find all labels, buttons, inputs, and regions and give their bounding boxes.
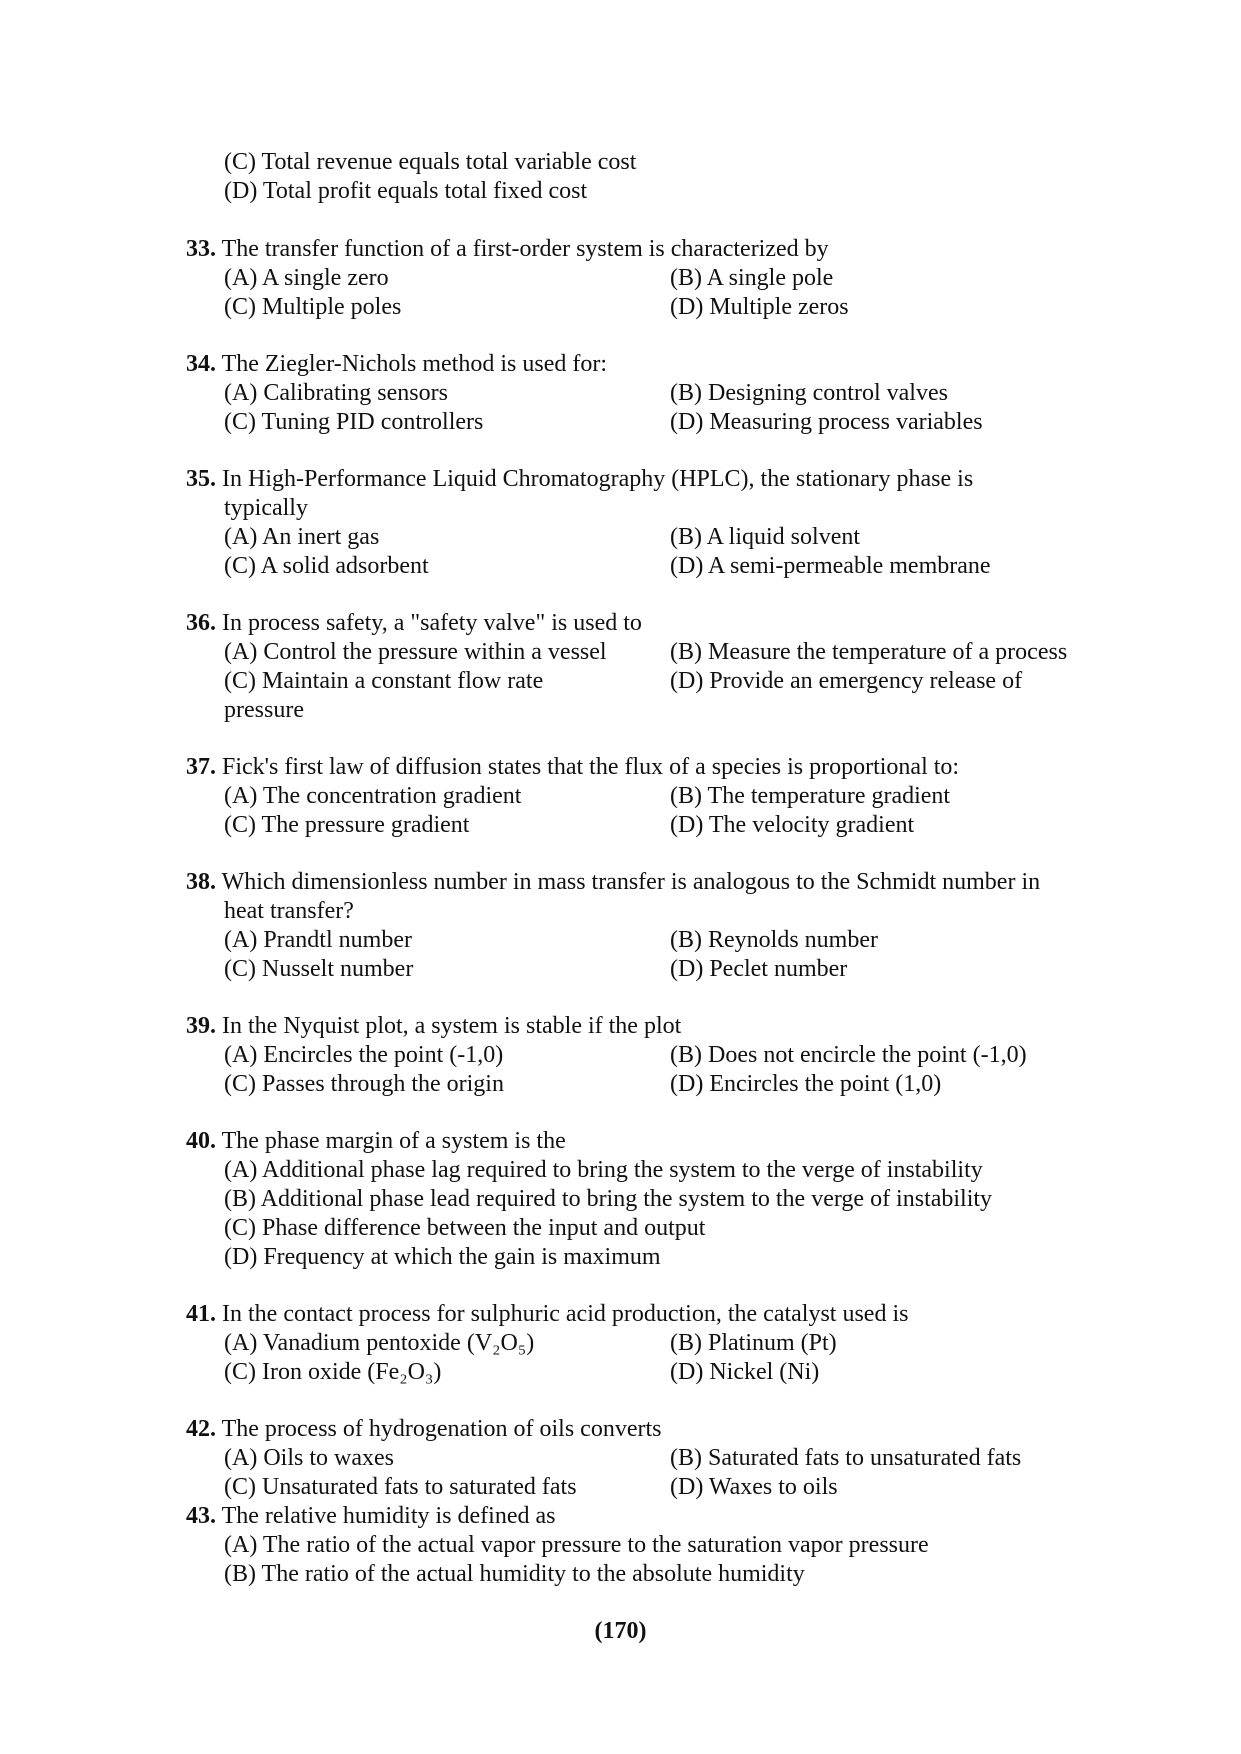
question-text-continued: typically <box>224 495 308 521</box>
question-36 <box>186 609 642 638</box>
q35-option-c: (C) A solid adsorbent <box>224 553 429 579</box>
q37-option-b: (B) The temperature gradient <box>670 783 951 809</box>
q34-option-c: (C) Tuning PID controllers <box>224 409 484 435</box>
q36-option-d-continued: pressure <box>224 697 304 723</box>
q41-option-b: (B) Platinum (Pt) <box>670 1330 837 1356</box>
question-number: 36. <box>186 610 216 636</box>
q39-option-a: (A) Encircles the point (-1,0) <box>224 1042 504 1068</box>
q35-option-b: (B) A liquid solvent <box>670 524 861 550</box>
q36-option-b: (B) Measure the temperature of a process <box>670 639 1068 665</box>
question-text: In the Nyquist plot, a system is stable if the plot <box>222 1013 682 1039</box>
q35-option-a: (A) An inert gas <box>224 524 380 550</box>
q42-option-a: (A) Oils to waxes <box>224 1445 394 1471</box>
q42-option-d: (D) Waxes to oils <box>670 1474 838 1500</box>
q40-option-d: (D) Frequency at which the gain is maximum <box>224 1244 661 1270</box>
question-text: The process of hydrogenation of oils converts <box>221 1416 662 1442</box>
q38-option-a: (A) Prandtl number <box>224 927 412 953</box>
q42-option-c: (C) Unsaturated fats to saturated fats <box>224 1474 577 1500</box>
question-42 <box>186 1415 661 1444</box>
q37-option-c: (C) The pressure gradient <box>224 812 470 838</box>
question-number: 33. <box>186 236 216 262</box>
question-34 <box>186 350 607 379</box>
question-text-continued: heat transfer? <box>224 898 354 924</box>
q38-option-b: (B) Reynolds number <box>670 927 878 953</box>
q39-option-d: (D) Encircles the point (1,0) <box>670 1071 942 1097</box>
q40-option-a: (A) Additional phase lag required to bring the system to the verge of instability <box>224 1157 983 1183</box>
question-43 <box>186 1502 555 1531</box>
question-number: 37. <box>186 754 216 780</box>
question-text: Which dimensionless number in mass transfer is analogous to the Schmidt number in <box>221 869 1041 895</box>
question-41 <box>186 1300 908 1329</box>
q43-option-a: (A) The ratio of the actual vapor pressure to the saturation vapor pressure <box>224 1532 929 1558</box>
question-text: The transfer function of a first-order system is characterized by <box>221 236 829 262</box>
q36-option-c: (C) Maintain a constant flow rate <box>224 668 544 694</box>
page-number: (170) <box>594 1618 647 1644</box>
q40-option-b: (B) Additional phase lead required to bring the system to the verge of instability <box>224 1186 993 1212</box>
question-33 <box>186 235 829 264</box>
question-text: Fick's first law of diffusion states that the flux of a species is proportional to: <box>222 754 960 780</box>
q40-option-c: (C) Phase difference between the input and output <box>224 1215 706 1241</box>
question-37 <box>186 753 959 782</box>
question-38 <box>186 868 1040 897</box>
q41-option-a: (A) Vanadium pentoxide (V₂O₅) <box>224 1330 535 1356</box>
question-40 <box>186 1127 566 1156</box>
carryover-option-d: (D) Total profit equals total fixed cost <box>224 178 588 204</box>
q38-option-c: (C) Nusselt number <box>224 956 414 982</box>
q38-option-d: (D) Peclet number <box>670 956 848 982</box>
question-text: The Ziegler-Nichols method is used for: <box>221 351 607 377</box>
q39-option-c: (C) Passes through the origin <box>224 1071 504 1097</box>
question-number: 40. <box>186 1128 216 1154</box>
question-39 <box>186 1012 681 1041</box>
question-number: 41. <box>186 1301 216 1327</box>
q39-option-b: (B) Does not encircle the point (-1,0) <box>670 1042 1027 1068</box>
question-text: The phase margin of a system is the <box>221 1128 566 1154</box>
q43-option-b: (B) The ratio of the actual humidity to the absolute humidity <box>224 1561 805 1587</box>
question-number: 34. <box>186 351 216 377</box>
q42-option-b: (B) Saturated fats to unsaturated fats <box>670 1445 1022 1471</box>
question-text: The relative humidity is defined as <box>221 1503 556 1529</box>
q33-option-c: (C) Multiple poles <box>224 294 402 320</box>
q36-option-a: (A) Control the pressure within a vessel <box>224 639 607 665</box>
question-number: 42. <box>186 1416 216 1442</box>
question-text: In High-Performance Liquid Chromatography (HPLC), the stationary phase is <box>222 466 974 492</box>
q33-option-b: (B) A single pole <box>670 265 834 291</box>
question-number: 38. <box>186 869 216 895</box>
q37-option-a: (A) The concentration gradient <box>224 783 522 809</box>
q37-option-d: (D) The velocity gradient <box>670 812 915 838</box>
q34-option-b: (B) Designing control valves <box>670 380 948 406</box>
question-number: 43. <box>186 1503 216 1529</box>
question-number: 35. <box>186 466 216 492</box>
carryover-option-c: (C) Total revenue equals total variable cost <box>224 149 637 175</box>
question-number: 39. <box>186 1013 216 1039</box>
q33-option-d: (D) Multiple zeros <box>670 294 849 320</box>
q41-option-d: (D) Nickel (Ni) <box>670 1359 820 1385</box>
q41-option-c: (C) Iron oxide (Fe₂O₃) <box>224 1359 442 1385</box>
q36-option-d: (D) Provide an emergency release of <box>670 668 1023 694</box>
q34-option-a: (A) Calibrating sensors <box>224 380 448 406</box>
question-text: In process safety, a "safety valve" is used to <box>222 610 642 636</box>
question-text: In the contact process for sulphuric acid production, the catalyst used is <box>222 1301 909 1327</box>
q35-option-d: (D) A semi-permeable membrane <box>670 553 991 579</box>
question-35 <box>186 465 973 494</box>
q33-option-a: (A) A single zero <box>224 265 389 291</box>
q34-option-d: (D) Measuring process variables <box>670 409 983 435</box>
